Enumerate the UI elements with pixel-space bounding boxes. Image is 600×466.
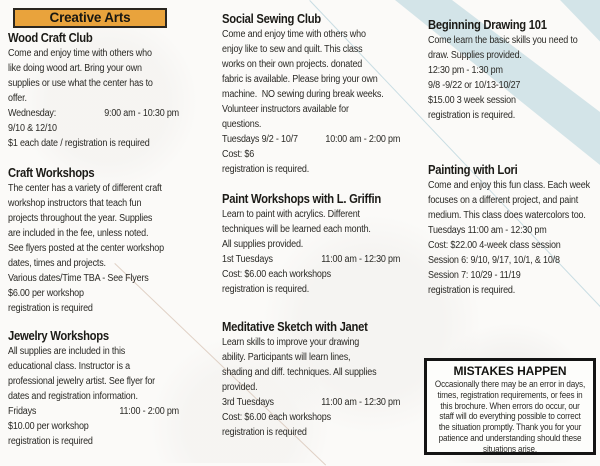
text-line: registration is required bbox=[8, 303, 93, 314]
text-line: this brochure. When errors do occur, our bbox=[440, 400, 580, 411]
text-line: focuses on a different project, and paint bbox=[428, 195, 579, 206]
text-line: ability. Participants will learn lines, bbox=[222, 352, 351, 363]
column-middle bbox=[222, 0, 400, 440]
text-line: fabric is available. Please bring your own bbox=[222, 74, 378, 85]
text-line: Occasionally there may be an error in days, bbox=[434, 379, 586, 389]
text-line: machine. NO sewing during break weeks. bbox=[222, 89, 384, 100]
column-left bbox=[8, 0, 179, 449]
section-title: Meditative Sketch with Janet bbox=[222, 320, 368, 334]
text-line: Cost: $6.00 each workshops bbox=[222, 412, 331, 423]
text-line: dates, times and projects. bbox=[8, 258, 106, 269]
text-line: like doing wood art. Bring your own bbox=[8, 63, 142, 74]
section-meditative-sketch bbox=[222, 320, 400, 440]
section-body bbox=[428, 178, 595, 298]
section-body bbox=[8, 46, 179, 151]
text-line: professional jewelry artist. See flyer for bbox=[8, 376, 156, 387]
text-line: $6.00 per workshop bbox=[8, 288, 84, 299]
text-line: offer. bbox=[8, 93, 27, 104]
text-line: Come and enjoy this fun class. Each week bbox=[428, 180, 590, 191]
text-line: shading and diff. techniques. All supplies bbox=[222, 367, 377, 378]
text-line: All supplies provided. bbox=[222, 239, 304, 250]
section-jewelry-workshops bbox=[8, 329, 179, 449]
schedule-text: 10:00 am - 2:00 pm bbox=[325, 134, 401, 145]
schedule-text: Fridays bbox=[8, 406, 37, 417]
text-line: See flyers posted at the center workshop bbox=[8, 243, 164, 254]
text-line: projects throughout the year. Supplies bbox=[8, 213, 153, 224]
text-line: questions. bbox=[222, 119, 262, 130]
text-line: The center has a variety of different craft bbox=[8, 183, 162, 194]
section-body bbox=[428, 33, 595, 123]
text-line: Cost: $6 bbox=[222, 149, 255, 160]
schedule-row bbox=[8, 404, 179, 419]
page-title: Creative Arts bbox=[49, 10, 131, 25]
section-body bbox=[8, 181, 179, 316]
section-painting-with-lori bbox=[428, 163, 595, 298]
text-line: Come learn the basic skills you need to bbox=[428, 35, 578, 46]
text-line: draw. Supplies provided. bbox=[428, 50, 522, 61]
section-paint-workshops bbox=[222, 192, 400, 297]
section-wood-craft-club bbox=[8, 31, 179, 151]
text-line: educational class. Instructor is a bbox=[8, 361, 130, 372]
text-line: works on their own projects. donated bbox=[222, 59, 363, 70]
text-line: techniques will be learned each month. bbox=[222, 224, 371, 235]
section-beginning-drawing-101 bbox=[428, 18, 595, 123]
text-line: 12:30 pm - 1:30 pm bbox=[428, 65, 503, 76]
text-line: Come and enjoy time with others who bbox=[8, 48, 152, 59]
text-line: Come and enjoy time with others who bbox=[222, 29, 366, 40]
notice-title: MISTAKES HAPPEN bbox=[453, 364, 567, 378]
section-title: Painting with Lori bbox=[428, 163, 518, 177]
schedule-text: 1st Tuesdays bbox=[222, 254, 273, 265]
text-line: registration is required bbox=[8, 436, 93, 447]
section-title: Craft Workshops bbox=[8, 166, 95, 180]
text-line: Session 6: 9/10, 9/17, 10/1, & 10/8 bbox=[428, 255, 560, 266]
text-line: Cost: $22.00 4-week class session bbox=[428, 240, 561, 251]
schedule-row bbox=[222, 395, 400, 410]
text-line: Various dates/Time TBA - See Flyers bbox=[8, 273, 149, 284]
text-line: registration is required bbox=[222, 427, 307, 438]
text-line: are included in the fee, unless noted. bbox=[8, 228, 149, 239]
schedule-text: 9:00 am - 10:30 pm bbox=[104, 108, 179, 119]
schedule-text: Tuesdays 9/2 - 10/7 bbox=[222, 134, 298, 145]
text-line: Learn skills to improve your drawing bbox=[222, 337, 360, 348]
text-line: staff will do everything possible to correct bbox=[439, 411, 581, 422]
text-line: enjoy like to sew and quilt. This class bbox=[222, 44, 363, 55]
mistakes-happen-notice-box bbox=[424, 358, 596, 455]
text-line: registration is required. bbox=[222, 284, 310, 295]
schedule-text: 11:00 - 2:00 pm bbox=[119, 406, 179, 417]
text-line: supplies or use what the center has to bbox=[8, 78, 153, 89]
text-line: Volunteer instructors available for bbox=[222, 104, 349, 115]
schedule-text: Wednesday: bbox=[8, 108, 57, 119]
section-body bbox=[8, 344, 179, 449]
section-body bbox=[222, 207, 400, 297]
section-body bbox=[222, 335, 400, 440]
section-social-sewing-club bbox=[222, 12, 400, 177]
section-title: Jewelry Workshops bbox=[8, 329, 109, 343]
text-line: $10.00 per workshop bbox=[8, 421, 89, 432]
text-line: registration is required. bbox=[428, 110, 516, 121]
column-right bbox=[428, 0, 595, 298]
text-line: Learn to paint with acrylics. Different bbox=[222, 209, 360, 220]
schedule-row bbox=[222, 132, 400, 147]
text-line: workshop instructors that teach fun bbox=[8, 198, 142, 209]
section-body bbox=[222, 27, 400, 177]
schedule-text: 3rd Tuesdays bbox=[222, 397, 274, 408]
schedule-row bbox=[222, 252, 400, 267]
notice-body bbox=[434, 379, 587, 455]
text-line: Session 7: 10/29 - 11/19 bbox=[428, 270, 521, 281]
text-line: $15.00 3 week session bbox=[428, 95, 516, 106]
schedule-text: 11:00 am - 12:30 pm bbox=[321, 397, 401, 408]
text-line: the situation promptly. Thank you for your bbox=[438, 422, 582, 433]
text-line: registration is required. bbox=[222, 164, 310, 175]
text-line: 9/8 -9/22 or 10/13-10/27 bbox=[428, 80, 521, 91]
text-line: medium. This class does watercolors too. bbox=[428, 210, 586, 221]
text-line: patience and understanding should these bbox=[438, 432, 582, 443]
section-craft-workshops bbox=[8, 166, 179, 316]
text-line: 9/10 & 12/10 bbox=[8, 123, 57, 134]
schedule-text: 11:00 am - 12:30 pm bbox=[321, 254, 401, 265]
section-title: Wood Craft Club bbox=[8, 31, 93, 45]
section-title: Beginning Drawing 101 bbox=[428, 18, 547, 32]
section-title: Social Sewing Club bbox=[222, 12, 321, 26]
schedule-row bbox=[8, 106, 179, 121]
text-line: All supplies are included in this bbox=[8, 346, 126, 357]
text-line: registration is required. bbox=[428, 285, 516, 296]
text-line: provided. bbox=[222, 382, 258, 393]
text-line: $1 each date / registration is required bbox=[8, 138, 150, 149]
text-line: Tuesdays 11:00 am - 12:30 pm bbox=[428, 225, 547, 236]
section-title: Paint Workshops with L. Griffin bbox=[222, 192, 381, 206]
text-line: Cost: $6.00 each workshops bbox=[222, 269, 331, 280]
text-line: situations arise. bbox=[483, 443, 537, 454]
text-line: dates and registration information. bbox=[8, 391, 138, 402]
text-line: times, registration requirements, or fees in bbox=[437, 389, 583, 400]
